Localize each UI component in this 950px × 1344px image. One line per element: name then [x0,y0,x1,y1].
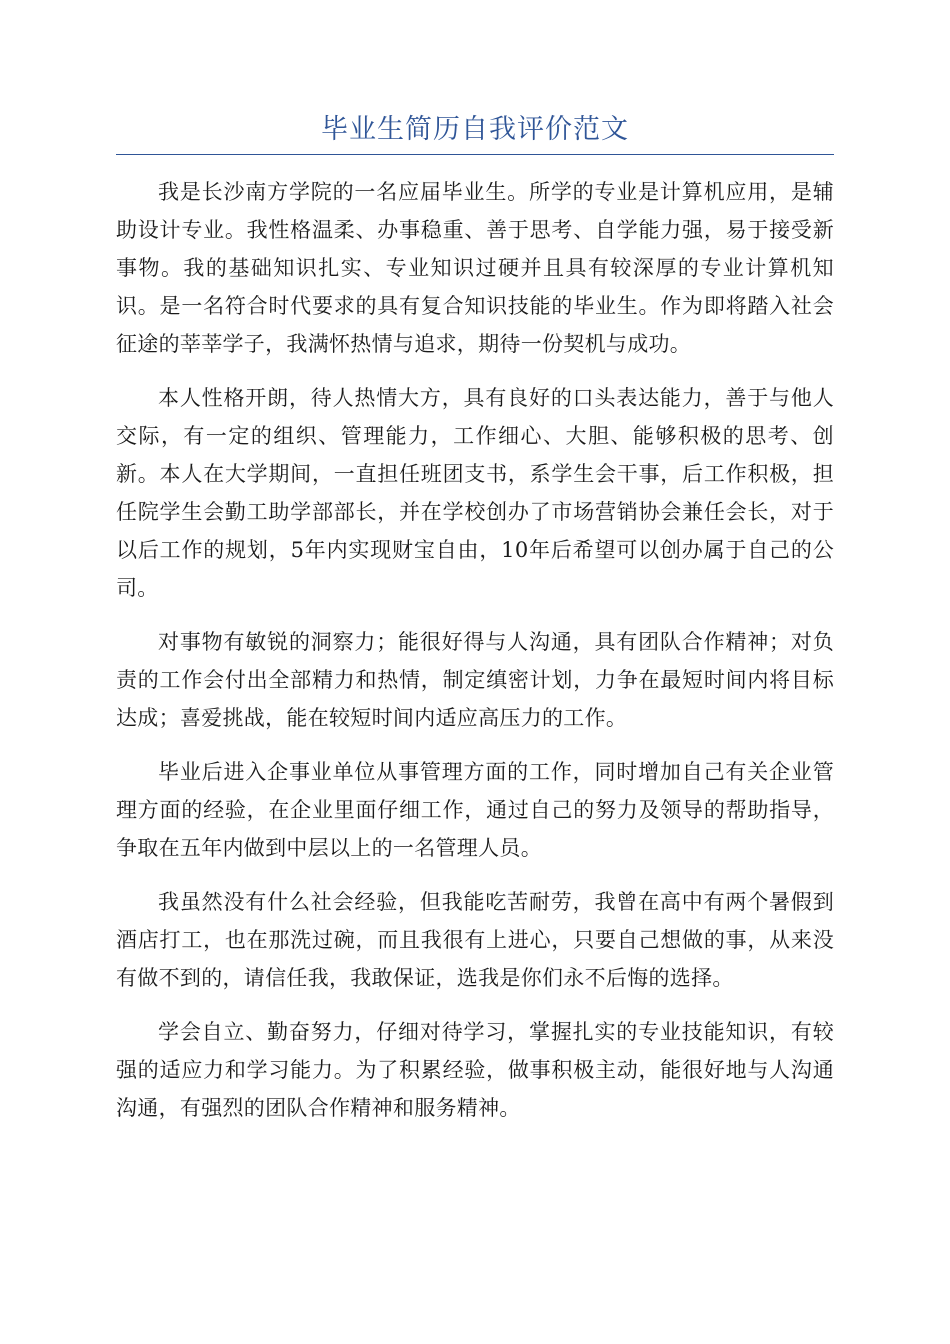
title-underline [116,154,834,155]
paragraph-6: 学会自立、勤奋努力，仔细对待学习，掌握扎实的专业技能知识，有较强的适应力和学习能力。为了积累经验，做事积极主动，能很好地与人沟通沟通，有强烈的团队合作精神和服务精神。 [116,1020,834,1120]
paragraph-4: 毕业后进入企事业单位从事管理方面的工作，同时增加自己有关企业管理方面的经验，在企业里面仔细工作，通过自己的努力及领导的帮助指导，争取在五年内做到中层以上的一名管理人员。 [116,760,834,860]
document-body [116,173,834,1143]
paragraph-5: 我虽然没有什么社会经验，但我能吃苦耐劳，我曾在高中有两个暑假到酒店打工，也在那洗过碗，而且我很有上进心，只要自己想做的事，从来没有做不到的，请信任我，我敢保证，选我是你们永不后悔的选择。 [116,890,834,990]
paragraph-3: 对事物有敏锐的洞察力；能很好得与人沟通，具有团队合作精神；对负责的工作会付出全部精力和热情，制定缜密计划，力争在最短时间内将目标达成；喜爱挑战，能在较短时间内适应高压力的工作。 [116,630,834,730]
paragraph-1: 我是长沙南方学院的一名应届毕业生。所学的专业是计算机应用，是辅助设计专业。我性格温柔、办事稳重、善于思考、自学能力强，易于接受新事物。我的基础知识扎实、专业知识过硬并且具有较深厚的专业计算机知识。是一名符合时代要求的具有复合知识技能的毕业生。作为即将踏入社会征途的莘莘学子，我满怀热情与追求，期待一份契机与成功。 [116,180,834,356]
document-title: 毕业生简历自我评价范文 [321,114,629,145]
paragraph-2: 本人性格开朗，待人热情大方，具有良好的口头表达能力，善于与他人交际，有一定的组织、管理能力，工作细心、大胆、能够积极的思考、创新。本人在大学期间，一直担任班团支书，系学生会干事，后工作积极，担任院学生会勤工助学部部长，并在学校创办了市场营销协会兼任会长，对于以后工作的规划，5年内实现财宝自由，10年后希望可以创办属于自己的公司。 [116,386,834,600]
